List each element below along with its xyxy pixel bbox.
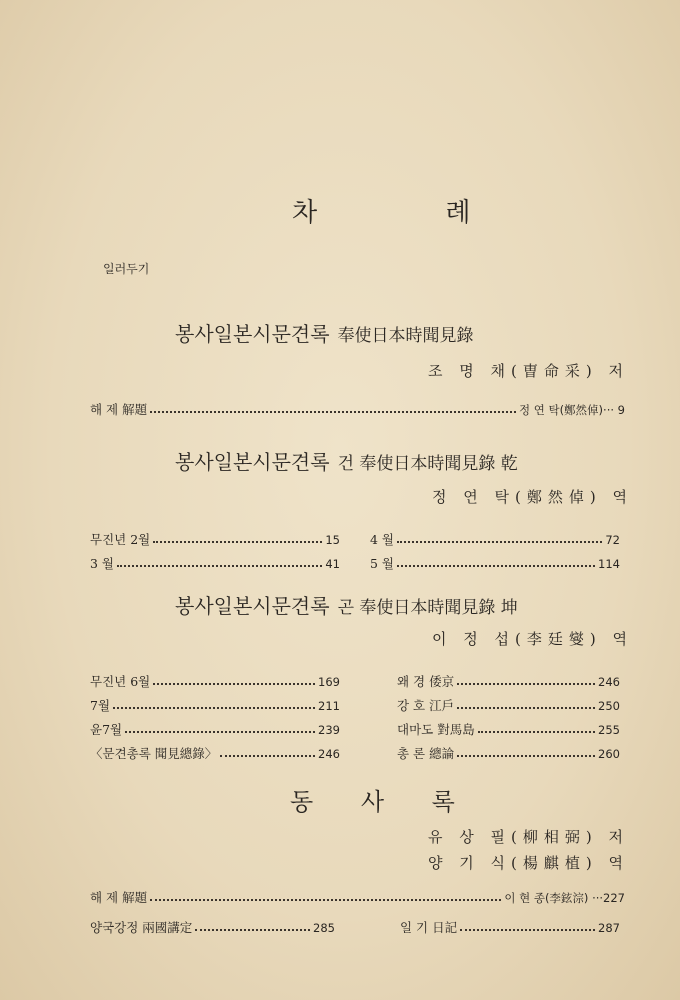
- section4-credit-translator: 양 기 식(楊麒植) 역: [428, 854, 629, 872]
- toc-entry-page: 255: [598, 723, 620, 737]
- leader-dots: [150, 411, 516, 413]
- toc-entry-label: 3 월: [90, 556, 115, 571]
- leader-dots: [457, 755, 595, 757]
- section1-title-hanja: 奉使日本時聞見錄: [337, 326, 474, 346]
- toc-entry-page: 260: [598, 747, 620, 761]
- section1-title: [175, 318, 474, 347]
- toc-entry-label: 양국강정 兩國講定: [90, 920, 193, 935]
- leader-dots: [153, 683, 315, 685]
- toc-entry-page: 이 현 종(李鉉淙) ···227: [504, 891, 625, 905]
- section3-title-korean: 봉사일본시문견록: [175, 594, 330, 618]
- toc-entry-s3-left-0[interactable]: [90, 672, 340, 690]
- toc-entry-label: 무진년 6월: [90, 674, 151, 689]
- toc-entry-label: 일 기 日記: [400, 920, 458, 935]
- toc-entry-label: 강 호 江戶: [397, 698, 455, 713]
- section2-credit: 정 연 탁(鄭然倬) 역: [432, 488, 633, 506]
- toc-entry-label: 해 제 解題: [90, 402, 148, 417]
- toc-entry-page: 246: [598, 675, 620, 689]
- toc-entry-s3-left-3[interactable]: [90, 744, 340, 762]
- toc-entry-s4-left[interactable]: [90, 918, 335, 936]
- section3-credit: 이 정 섭(李廷燮) 역: [432, 630, 633, 648]
- leader-dots: [113, 707, 315, 709]
- toc-entry-s4-right[interactable]: [400, 918, 620, 936]
- toc-entry-page: 41: [325, 557, 340, 571]
- toc-entry-label: 대마도 對馬島: [397, 722, 475, 737]
- section1-credit: 조 명 채(曺命采) 저: [428, 362, 629, 380]
- toc-entry-s2-left-0[interactable]: [90, 530, 340, 548]
- toc-entry-page: 72: [605, 533, 620, 547]
- toc-entry-s3-right-0[interactable]: [397, 672, 620, 690]
- toc-entry-page: 239: [318, 723, 340, 737]
- section4-title: 동 사 록: [290, 788, 475, 816]
- toc-entry-label: 윤7월: [90, 722, 123, 737]
- toc-entry-section4-intro[interactable]: [90, 888, 625, 906]
- leader-dots: [117, 565, 322, 567]
- toc-entry-s2-right-0[interactable]: [370, 530, 620, 548]
- section3-title-hanja: 곤 奉使日本時聞見錄 坤: [337, 598, 518, 618]
- toc-entry-s2-left-1[interactable]: [90, 554, 340, 572]
- intro-note: 일러두기: [103, 262, 150, 276]
- toc-entry-page: 114: [598, 557, 620, 571]
- page-title: 차 례: [292, 198, 531, 228]
- section1-title-korean: 봉사일본시문견록: [175, 322, 330, 346]
- toc-entry-label: 〈문견총록 聞見總錄〉: [90, 746, 218, 761]
- toc-entry-page: 169: [318, 675, 340, 689]
- section2-title-hanja: 건 奉使日本時聞見錄 乾: [337, 454, 518, 474]
- toc-entry-page: 250: [598, 699, 620, 713]
- toc-entry-page: 15: [325, 533, 340, 547]
- section4-credit-author: 유 상 필(柳相弼) 저: [428, 828, 629, 846]
- leader-dots: [153, 541, 322, 543]
- leader-dots: [195, 929, 310, 931]
- toc-entry-page: 246: [318, 747, 340, 761]
- toc-entry-label: 해 제 解題: [90, 890, 148, 905]
- toc-entry-section1-intro[interactable]: [90, 400, 625, 418]
- toc-entry-s2-right-1[interactable]: [370, 554, 620, 572]
- leader-dots: [125, 731, 315, 733]
- toc-entry-s3-right-3[interactable]: [397, 744, 620, 762]
- leader-dots: [150, 899, 501, 901]
- toc-entry-page: 287: [598, 921, 620, 935]
- toc-entry-label: 4 월: [370, 532, 395, 547]
- toc-entry-s3-right-2[interactable]: [397, 720, 620, 738]
- leader-dots: [397, 565, 595, 567]
- toc-entry-label: 7월: [90, 698, 111, 713]
- toc-entry-label: 5 월: [370, 556, 395, 571]
- leader-dots: [478, 731, 595, 733]
- leader-dots: [220, 755, 315, 757]
- toc-entry-page: 정 연 탁(鄭然倬)··· 9: [518, 403, 625, 417]
- section2-title-korean: 봉사일본시문견록: [175, 450, 330, 474]
- leader-dots: [397, 541, 602, 543]
- toc-entry-label: 왜 경 倭京: [397, 674, 455, 689]
- toc-entry-page: 285: [313, 921, 335, 935]
- leader-dots: [460, 929, 595, 931]
- leader-dots: [457, 683, 595, 685]
- leader-dots: [457, 707, 595, 709]
- toc-entry-label: 무진년 2월: [90, 532, 151, 547]
- toc-entry-label: 총 론 總論: [397, 746, 455, 761]
- section3-title: [175, 590, 518, 619]
- toc-entry-page: 211: [318, 699, 340, 713]
- section2-title: [175, 446, 518, 475]
- toc-entry-s3-left-1[interactable]: [90, 696, 340, 714]
- toc-entry-s3-left-2[interactable]: [90, 720, 340, 738]
- toc-entry-s3-right-1[interactable]: [397, 696, 620, 714]
